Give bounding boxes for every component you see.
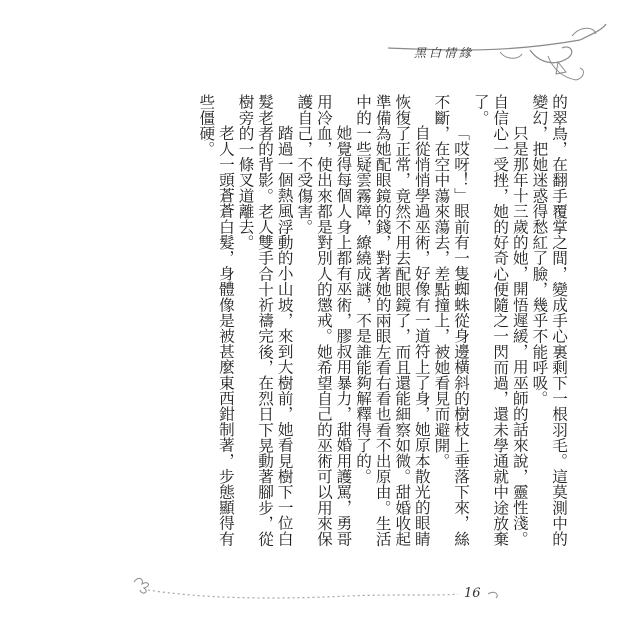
paragraph: 的翠鳥，在翻手覆掌之間，變成手心裏剩下一根羽毛。這莫測中的變幻，把她迷惑得愁紅了臉，幾乎不能呼吸。 <box>530 94 568 547</box>
paragraph: 「哎呀！」眼前有一隻蜘蛛從身邊橫斜的樹枝上垂落下來，絲不斷，在空中蕩來蕩去，差點撞上，被她看見而避開。 <box>432 94 471 547</box>
paragraph: 老人一頭蒼蒼白髮，身體像是被甚麼東西鉗制著，步態顯得有些僵硬。 <box>197 94 235 547</box>
footer-ornament <box>128 574 508 604</box>
vertical-text-body <box>148 94 568 560</box>
paragraph: 自從悄悄學過巫術，好像有一道符上了身，她原本散光的眼睛恢復了正常，竟然不用去配眼鏡了，而且還能細察如微。甜婚收起準備為她配眼鏡的錢，對著她的兩眼左看右看也看不出原由。生活中的一些疑雲霧障，繚繞成謎，不是誰能夠解釋得了的。 <box>354 94 431 547</box>
running-head: 黑白情緣 <box>414 46 475 60</box>
paragraph: 只是那年十三歲的她，開悟遲緩，用巫師的話來說，靈性淺。自信心一受挫，她的好奇心便隨之一閃而過，還未學通就中途放棄了。 <box>471 94 529 547</box>
paragraph: 她覺得每個人身上都有巫術，膠叔用暴力，甜婚用護罵，勇哥用冷血，使出來都是對別人的懲戒。她希望自己的巫術可以用來保護自己，不受傷害。 <box>295 94 353 547</box>
page-number: 16 <box>464 586 481 601</box>
paragraph: 踏過一個熱風浮動的小山坡，來到大樹前，她看見樹下一位白髮老者的背影。老人雙手合十祈禱完後，在烈日下晃動著腳步，從樹旁的一條叉道離去。 <box>236 94 294 547</box>
